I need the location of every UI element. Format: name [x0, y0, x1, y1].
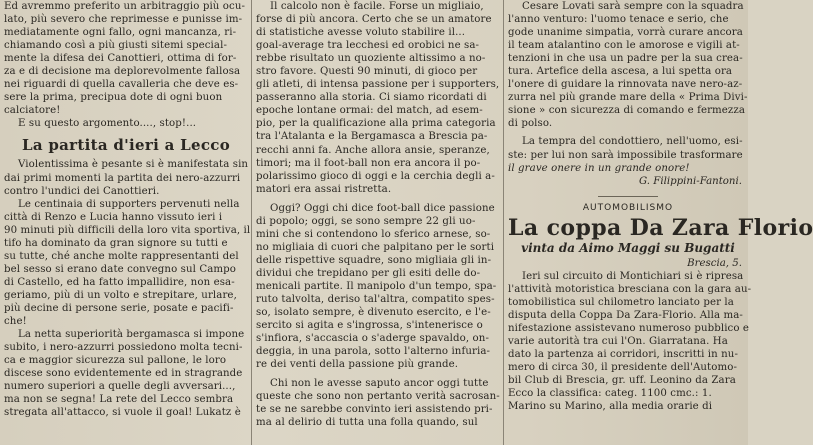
text-line: Marino su Marino, alla media orarie di	[508, 401, 713, 413]
column-rule	[503, 0, 504, 445]
text-line: Cesare Lovati sarà sempre con la squadra	[522, 1, 744, 12]
text-line: Oggi? Oggi chi dice foot-ball dice passione	[270, 202, 495, 214]
text-line: ste: per lui non sarà impossibile trasformare	[508, 149, 743, 161]
text-line: dividui che trepidano per gli esiti delle do-	[256, 267, 481, 279]
text-line: deggia, in una parola, sotto l'alterno infuria-	[256, 346, 491, 358]
text-line: l'onere di guidare la rinnovata nave nero-az-	[508, 79, 743, 91]
text-line: città di Renzo e Lucia hanno vissuto ieri i	[4, 211, 223, 223]
text-line: di Castello, ed ha fatto impallidire, non esa-	[4, 276, 235, 288]
text-line: no migliaia di cuori che palpitano per le sorti	[256, 241, 495, 253]
text-line: re dei venti della passione più grande.	[256, 359, 459, 371]
article-body	[508, 270, 752, 414]
text-line: mini che si contendono lo sferico arnese, so-	[256, 228, 491, 240]
text-line: tenzioni in che usa un padre per la sua crea-	[508, 53, 743, 65]
text-line: delle rispettive squadre, sono migliaia gli in-	[256, 254, 492, 266]
text-line: La tempra del condottiero, nell'uomo, esi-	[522, 136, 743, 148]
text-line: rebbe risultato un quoziente altissimo a no-	[256, 53, 486, 65]
text-line: Il calcolo non è facile. Forse un migliaio,	[270, 1, 484, 12]
text-line: più decine di persone serie, posate e pacifi-	[4, 302, 234, 314]
text-line: Ed avremmo preferito un arbitraggio più ocu-	[4, 1, 246, 12]
text-line: s'infiora, s'accascia o s'aderge spavaldo, on-	[256, 333, 489, 345]
text-line: che!	[4, 316, 27, 328]
text-line: sercito si agita e s'ingrossa, s'intenerisce o	[256, 320, 483, 332]
text-line: ma non se segna! La rete del Lecco sembra	[4, 394, 234, 406]
text-line: tra l'Atalanta e la Bergamasca a Brescia pa-	[256, 131, 488, 143]
text-line: tomobilistica sul chilometro lanciato per la	[508, 296, 734, 308]
text-line: epoche lontane ormai: del match, ad esem-	[256, 105, 483, 117]
text-line: polarissimo gioco di oggi e la cerchia degli a-	[256, 170, 495, 182]
text-line: matori era assai ristretta.	[256, 183, 392, 195]
text-line: il team atalantino con le amorose e vigili at-	[508, 40, 740, 52]
text-line: gli atleti, di intensa passione per i supporters,	[256, 79, 500, 91]
column-right	[508, 0, 813, 445]
text-line: Ecco la classifica: categ. 1100 cmc.: 1.	[508, 388, 712, 400]
text-line: sione » con sicurezza di comando e fermezza	[508, 105, 746, 117]
column-left	[4, 0, 251, 445]
text-line: nifestazione assistevano numeroso pubblico e	[508, 322, 750, 334]
text-line: bel sesso si erano date convegno sul Campo	[4, 263, 237, 275]
text-line: zurra nel più grande mare della « Prima Divi-	[508, 92, 748, 104]
text-line: varie autorità tra cui l'On. Giarratana. Ha	[508, 335, 728, 347]
section-category: AUTOMOBILISMO	[582, 202, 674, 213]
text-line: subito, i nero-azzurri possiedono molta tecni-	[4, 342, 243, 354]
text-line: timori; ma il foot-ball non era ancora il po-	[256, 157, 481, 169]
text-line: Le centinaia di supporters pervenuti nella	[18, 198, 240, 210]
author-signature: G. Filippini-Fantoni.	[639, 175, 742, 187]
text-line: tura. Artefice della ascesa, a lui spetta ora	[508, 66, 733, 78]
text-line: il grave onere in un grande onore!	[508, 162, 690, 174]
text-line: di polso.	[508, 118, 553, 130]
text-line: numero superiori a quelle degli avversari...,	[4, 381, 236, 393]
text-line: mero di circa 30, il presidente dell'Automo-	[508, 362, 738, 374]
text-line: pio, per la qualificazione alla prima categoria	[256, 118, 496, 130]
column-middle	[256, 0, 500, 445]
text-line: queste che sono non pertanto verità sacrosan-	[256, 391, 500, 403]
text-line: Ieri sul circuito di Montichiari si è ripresa	[522, 270, 744, 282]
text-line: bil Club di Brescia, gr. uff. Leonino da Zara	[508, 375, 736, 387]
text-line: l'attività motoristica bresciana con la gara au-	[508, 283, 752, 295]
article-continuation	[508, 0, 748, 188]
text-line: Chi non le avesse saputo ancor oggi tutte	[270, 378, 489, 390]
text-line: E su questo argomento...., stop!...	[18, 118, 197, 130]
text-line: ruto talvolta, deriso tal'altra, compatito spes-	[256, 294, 495, 306]
text-line: sere la prima, precipua dote di ogni buon	[4, 92, 223, 104]
text-line: geriamo, più di un volto e strepitare, urlare,	[4, 289, 237, 301]
text-line: su tutte, ché anche molte rappresentanti del	[4, 250, 239, 262]
text-line: so, isolato sempre, è divenuto esercito, e l'e-	[256, 307, 491, 319]
article-separator	[598, 196, 658, 197]
article-body	[4, 158, 251, 419]
text-line: Violentissima è pesante si è manifestata sin	[18, 159, 249, 171]
text-line: dai primi momenti la partita dei nero-azzurri	[4, 172, 241, 184]
text-line: passeranno alla storia. Ci siamo ricordati di	[256, 92, 487, 104]
text-line: mente la difesa dei Canottieri, ottima di for-	[4, 53, 237, 65]
text-line: stro favore. Questi 90 minuti, di gioco per	[256, 66, 478, 78]
text-line: dato la partenza ai corridori, inscritti in nu-	[508, 348, 739, 360]
text-line: di popolo; oggi, se sono sempre 22 gli uo-	[256, 215, 476, 227]
text-line: forse di più ancora. Certo che se un amatore	[256, 14, 492, 26]
text-line: stregata all'attacco, si vuole il goal! Lukatz è	[4, 407, 241, 419]
text-line: calciatore!	[4, 105, 61, 117]
text-line: mediatamente ogni fallo, ogni mancanza, ri-	[4, 27, 237, 39]
text-line: ca e maggior sicurezza sul pallone, le loro	[4, 355, 227, 367]
article-continuation	[4, 0, 248, 130]
article-body	[256, 0, 500, 430]
text-line: za e di decisione ma deplorevolmente fallosa	[4, 66, 241, 78]
text-line: contro l'undici dei Canottieri.	[4, 185, 160, 197]
text-line: recchi anni fa. Anche allora ansie, speranze,	[256, 144, 490, 156]
text-line: chiamando così a più giusti sitemi special-	[4, 40, 227, 52]
text-line: ma al delirio di tutta una folla quando, sul	[256, 417, 478, 429]
article-heading: La partita d'ieri a Lecco	[21, 136, 231, 155]
text-line: La netta superiorità bergamasca si impone	[18, 329, 245, 341]
text-line: te se ne sarebbe convinto ieri assistendo pri-	[256, 404, 493, 416]
text-line: 90 minuti più difficili della loro vita sportiva, il	[4, 224, 251, 236]
column-rule	[251, 0, 252, 445]
text-line: l'anno venturo: l'uomo tenace e serio, che	[508, 14, 729, 26]
text-line: discese sono evidentemente ed in stragrande	[4, 368, 243, 380]
text-line: tifo ha dominato da gran signore su tutti e	[4, 237, 228, 249]
text-line: nei riguardi di quella cavalleria che deve es-	[4, 79, 239, 91]
dateline: Brescia, 5.	[687, 257, 742, 269]
text-line: disputa della Coppa Da Zara-Florio. Alla ma-	[508, 309, 743, 321]
text-line: di statistiche avesse voluto stabilire il...	[256, 27, 466, 39]
text-line: goal-average tra lecchesi ed orobici ne sa-	[256, 40, 480, 52]
text-line: menicali partite. Il manipolo d'un tempo, spa-	[256, 280, 497, 292]
text-line: lato, più severo che reprimesse e punisse im-	[4, 14, 243, 26]
article-headline: La coppa Da Zara Florio	[508, 214, 813, 241]
article-subheadline: vinta da Aimo Maggi su Bugatti	[521, 240, 735, 255]
text-line: gode unanime simpatia, vorrà curare ancora	[508, 27, 743, 39]
